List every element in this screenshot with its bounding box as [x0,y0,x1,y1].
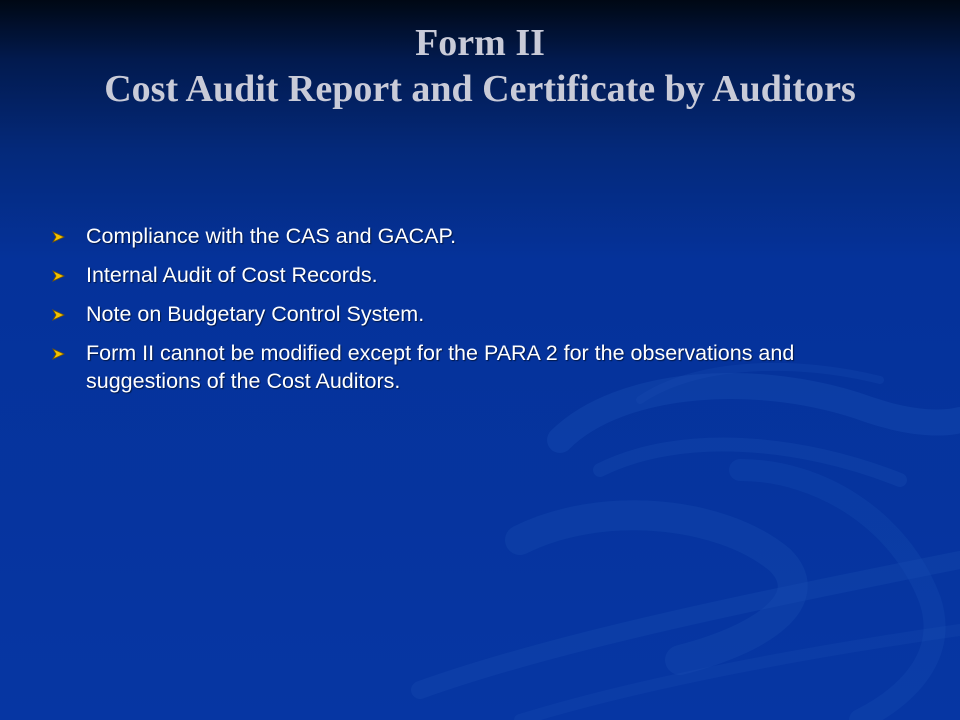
bullet-text: Internal Audit of Cost Records. [86,263,378,287]
bullet-item [50,222,900,250]
bullet-text: Note on Budgetary Control System. [86,302,425,326]
arrow-bullet-icon [52,348,65,360]
slide-title [0,20,960,112]
bullet-text: Form II cannot be modified except for the PARA 2 for the observations and suggestions of the Cost Auditors. [86,341,795,393]
bullet-list [50,222,900,406]
bullet-item [50,261,900,289]
title-line-1: Form II [415,22,545,64]
arrow-bullet-icon [52,270,65,282]
bullet-item [50,300,900,328]
bullet-item [50,339,900,395]
title-line-2: Cost Audit Report and Certificate by Auditors [104,68,856,110]
arrow-bullet-icon [52,231,65,243]
arrow-bullet-icon [52,309,65,321]
bullet-text: Compliance with the CAS and GACAP. [86,224,457,248]
